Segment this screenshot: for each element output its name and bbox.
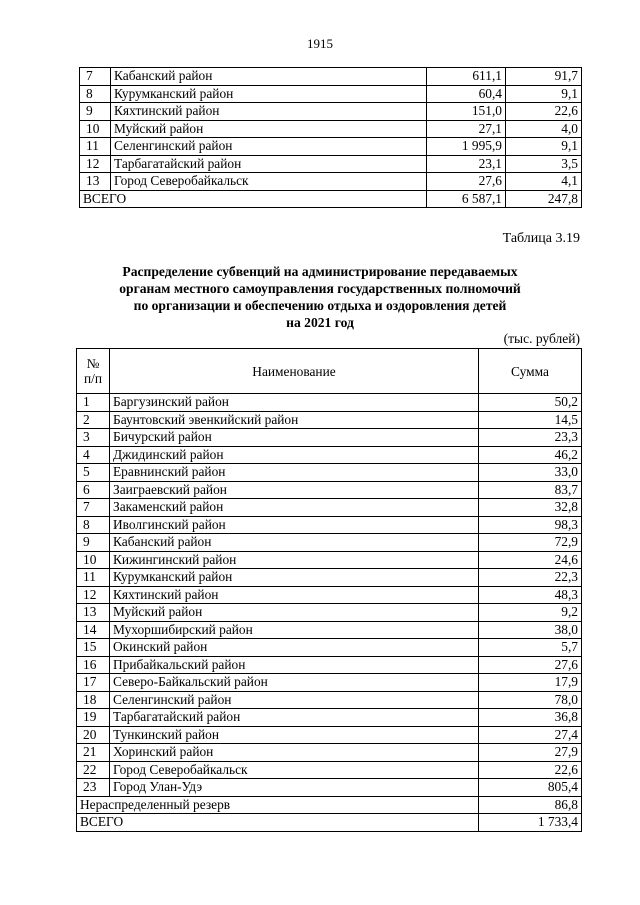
row-number: 15 [77,639,110,657]
table-row [77,551,582,569]
row-sum: 23,3 [479,429,582,447]
table-row [77,779,582,797]
row-number: 23 [77,779,110,797]
row-value-1: 27,1 [427,120,506,138]
table-row [77,691,582,709]
table-title [60,263,580,331]
row-sum: 48,3 [479,586,582,604]
row-name: Муйский район [110,604,479,622]
row-name: Баргузинский район [110,394,479,412]
row-name: Иволгинский район [110,516,479,534]
page-number: 1915 [307,36,333,51]
row-name: Город Северобайкальск [110,761,479,779]
row-name: Хоринский район [110,744,479,762]
row-number: 13 [77,604,110,622]
row-number: 18 [77,691,110,709]
row-number: 8 [80,85,111,103]
row-value-1: 1 995,9 [427,138,506,156]
row-value-1: 60,4 [427,85,506,103]
row-name: Мухоршибирский район [110,621,479,639]
table-row [77,569,582,587]
row-value-2: 9,1 [506,85,582,103]
row-name: Кяхтинский район [110,586,479,604]
row-sum: 38,0 [479,621,582,639]
reserve-row-sum: 86,8 [479,796,582,814]
row-number: 11 [80,138,111,156]
previous-table-body [80,68,582,208]
reserve-row-label: Нераспределенный резерв [77,796,479,814]
row-number: 7 [80,68,111,86]
header-name: Наименование [110,349,479,394]
row-value-1: 611,1 [427,68,506,86]
table-row [77,761,582,779]
row-number: 17 [77,674,110,692]
table-row [80,155,582,173]
table-row [77,481,582,499]
row-sum: 5,7 [479,639,582,657]
row-number: 9 [77,534,110,552]
row-number: 22 [77,761,110,779]
total-value-1: 6 587,1 [427,190,506,208]
row-value-2: 3,5 [506,155,582,173]
total-row-sum: 1 733,4 [479,814,582,832]
table-row [77,586,582,604]
row-sum: 78,0 [479,691,582,709]
row-number: 13 [80,173,111,191]
row-name: Северо-Байкальский район [110,674,479,692]
table-row [80,85,582,103]
row-sum: 32,8 [479,499,582,517]
row-number: 4 [77,446,110,464]
header-num-line1: № [86,356,100,371]
row-sum: 27,9 [479,744,582,762]
row-name: Кабанский район [110,534,479,552]
row-sum: 22,6 [479,761,582,779]
row-value-2: 4,1 [506,173,582,191]
table-row [77,516,582,534]
total-row [80,190,582,208]
row-name: Город Северобайкальск [111,173,427,191]
table-row [77,446,582,464]
row-name: Кижингинский район [110,551,479,569]
row-value-2: 9,1 [506,138,582,156]
row-number: 5 [77,464,110,482]
row-number: 12 [77,586,110,604]
row-sum: 72,9 [479,534,582,552]
table-row [77,604,582,622]
row-number: 12 [80,155,111,173]
row-name: Окинский район [110,639,479,657]
row-sum: 805,4 [479,779,582,797]
table-row [77,534,582,552]
row-sum: 83,7 [479,481,582,499]
row-value-1: 151,0 [427,103,506,121]
row-sum: 22,3 [479,569,582,587]
row-name: Баунтовский эвенкийский район [110,411,479,429]
row-number: 8 [77,516,110,534]
table-row [77,639,582,657]
header-num-line2: п/п [83,371,103,386]
row-name: Селенгинский район [111,138,427,156]
table-row [77,744,582,762]
row-value-2: 91,7 [506,68,582,86]
row-sum: 14,5 [479,411,582,429]
row-number: 20 [77,726,110,744]
row-name: Муйский район [111,120,427,138]
row-sum: 27,6 [479,656,582,674]
row-number: 19 [77,709,110,727]
table-row [77,411,582,429]
row-name: Джидинский район [110,446,479,464]
header-sum: Сумма [479,349,582,394]
units-label: (тыс. рублей) [503,331,580,346]
row-name: Курумканский район [110,569,479,587]
table-header-row [77,349,582,394]
table-row [77,429,582,447]
table-row [80,68,582,86]
table-row [77,394,582,412]
row-name: Тарбагатайский район [111,155,427,173]
row-number: 16 [77,656,110,674]
row-value-1: 27,6 [427,173,506,191]
row-number: 21 [77,744,110,762]
row-name: Бичурский район [110,429,479,447]
total-row [77,814,582,832]
row-name: Тункинский район [110,726,479,744]
total-row-label: ВСЕГО [77,814,479,832]
previous-table [79,67,582,208]
row-number: 6 [77,481,110,499]
row-name: Курумканский район [111,85,427,103]
table-label: Таблица 3.19 [502,231,580,246]
row-number: 9 [80,103,111,121]
table-row [77,674,582,692]
table-row [80,173,582,191]
title-line: на 2021 год [286,315,354,330]
row-sum: 27,4 [479,726,582,744]
row-name: Тарбагатайский район [110,709,479,727]
row-sum: 33,0 [479,464,582,482]
row-sum: 24,6 [479,551,582,569]
row-number: 14 [77,621,110,639]
total-label: ВСЕГО [80,190,427,208]
table-row [77,621,582,639]
subvention-table [76,348,582,832]
table-row [80,103,582,121]
row-name: Кяхтинский район [111,103,427,121]
table-row [77,709,582,727]
row-sum: 98,3 [479,516,582,534]
subvention-table-body [77,349,582,832]
row-number: 3 [77,429,110,447]
total-value-2: 247,8 [506,190,582,208]
row-number: 7 [77,499,110,517]
title-line: органам местного самоуправления государственных полномочий [119,281,521,296]
row-name: Селенгинский район [110,691,479,709]
row-name: Прибайкальский район [110,656,479,674]
row-sum: 50,2 [479,394,582,412]
row-number: 11 [77,569,110,587]
table-row [80,120,582,138]
row-value-1: 23,1 [427,155,506,173]
row-name: Еравнинский район [110,464,479,482]
title-line: Распределение субвенций на администрирование передаваемых [122,264,518,279]
row-name: Заиграевский район [110,481,479,499]
table-row [80,138,582,156]
row-name: Кабанский район [111,68,427,86]
table-row [77,656,582,674]
row-number: 1 [77,394,110,412]
row-sum: 46,2 [479,446,582,464]
row-number: 2 [77,411,110,429]
table-row [77,499,582,517]
row-sum: 36,8 [479,709,582,727]
row-sum: 9,2 [479,604,582,622]
table-row [77,726,582,744]
header-num [77,349,110,394]
row-name: Закаменский район [110,499,479,517]
reserve-row [77,796,582,814]
row-number: 10 [77,551,110,569]
row-value-2: 22,6 [506,103,582,121]
table-row [77,464,582,482]
row-sum: 17,9 [479,674,582,692]
row-value-2: 4,0 [506,120,582,138]
row-number: 10 [80,120,111,138]
row-name: Город Улан-Удэ [110,779,479,797]
title-line: по организации и обеспечению отдыха и оздоровления детей [133,298,507,313]
